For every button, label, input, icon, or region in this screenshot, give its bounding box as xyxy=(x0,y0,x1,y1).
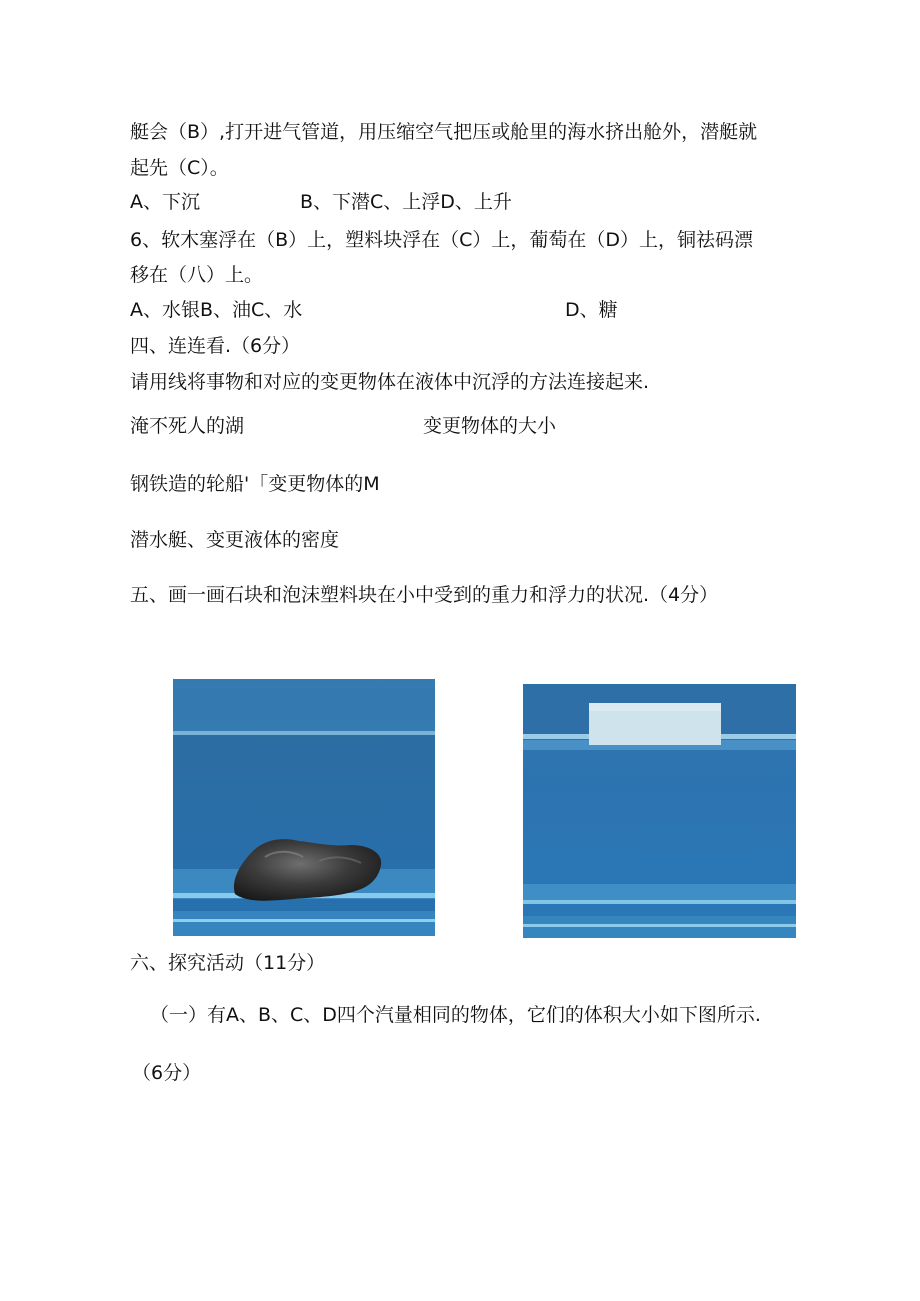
match-left-lake: 淹不死人的湖 xyxy=(130,415,245,437)
line-submarine-text-cont: 起先（C）。 xyxy=(130,157,229,179)
section-5-heading: 五、画一画石块和泡沫塑料块在小中受到的重力和浮力的状况.（4分） xyxy=(130,584,719,606)
option-a-sink: A、下沉 xyxy=(130,191,200,213)
question-6: 6、软木塞浮在（B）上，塑料块浮在（C）上，葡萄在（D）上，铜祛码漂 xyxy=(130,229,754,251)
section-4-instruction: 请用线将事物和对应的变更物体在液体中沉浮的方法连接起来. xyxy=(130,371,650,393)
section-6-part-1-points: （6分） xyxy=(132,1062,202,1084)
stone-in-water-photo xyxy=(173,679,435,936)
match-right-size: 变更物体的大小 xyxy=(423,415,557,437)
section-6-part-1: （一）有A、B、C、D四个汽量相同的物体，它们的体积大小如下图所示. xyxy=(150,1004,761,1026)
section-6-heading: 六、探究活动（11分） xyxy=(130,952,326,974)
foam-block-in-water-photo xyxy=(523,684,796,938)
section-4-heading: 四、连连看.（6分） xyxy=(130,335,301,357)
question-6-cont: 移在（八）上。 xyxy=(130,264,264,286)
options-abc: A、水银B、油C、水 xyxy=(130,299,303,321)
match-steel-ship: 钢铁造的轮船'「变更物体的M xyxy=(130,473,380,495)
line-submarine-text: 艇会（B）,打开进气管道，用压缩空气把压或舱里的海水挤出舱外，潜艇就 xyxy=(130,121,758,143)
option-d: D、糖 xyxy=(565,299,618,321)
match-submarine: 潜水艇、变更液体的密度 xyxy=(130,529,340,551)
options-bcd: B、下潜C、上浮D、上升 xyxy=(300,191,512,213)
